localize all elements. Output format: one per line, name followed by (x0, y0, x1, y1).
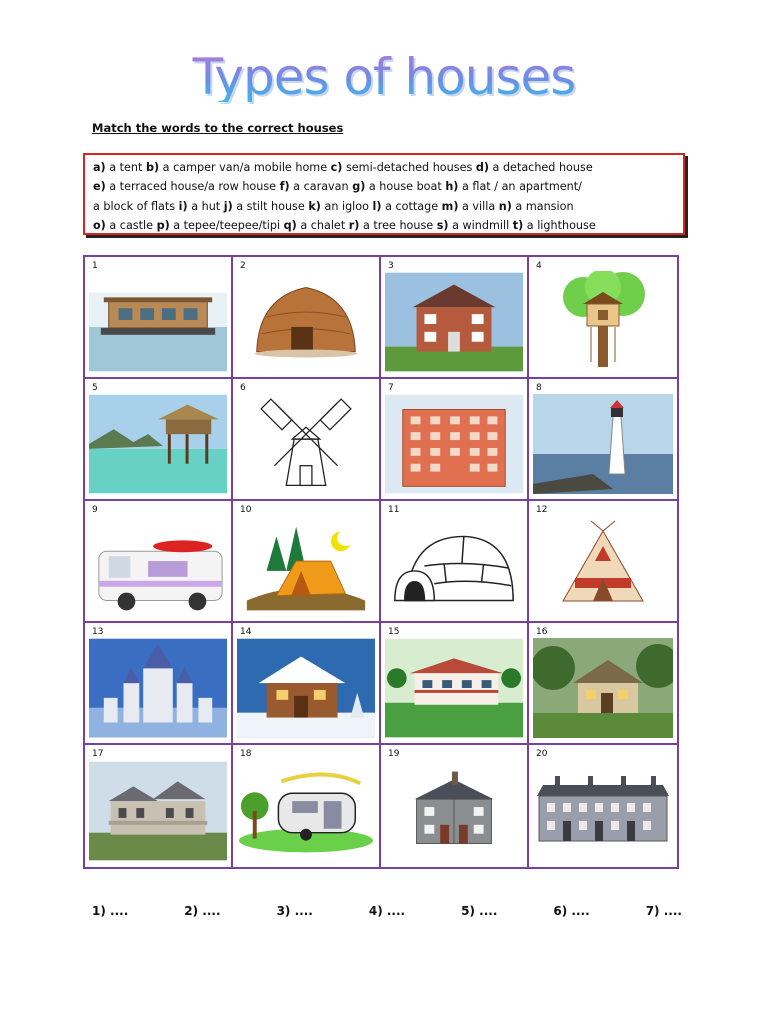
word-letter: b) (145, 161, 160, 174)
word-letter: s) (436, 218, 449, 232)
word-option: a block of flats (93, 199, 176, 213)
picture-number: 16 (536, 627, 548, 637)
picture-cell (529, 379, 677, 501)
villa-icon (385, 637, 523, 739)
tent-icon (237, 515, 375, 617)
word-option: a caravan (293, 180, 349, 194)
picture-number: 9 (92, 505, 98, 515)
picture-cell (381, 745, 529, 867)
picture-number: 12 (536, 505, 548, 515)
windmill-icon (237, 393, 375, 495)
picture-number: 2 (240, 261, 246, 271)
word-option: semi-detached houses (345, 161, 473, 174)
semi-detached-houses-icon (385, 759, 523, 863)
word-option: a mansion (515, 199, 574, 213)
word-letter: m) (441, 199, 459, 213)
word-option: a tent (109, 161, 143, 174)
picture-cell (85, 745, 233, 867)
picture-cell (381, 379, 529, 501)
picture-number: 6 (240, 383, 246, 393)
picture-number: 3 (388, 261, 394, 271)
word-option: a tree house (362, 218, 434, 232)
picture-number: 15 (388, 627, 400, 637)
word-option: a tepee/teepee/tipi (173, 218, 281, 232)
word-option: an igloo (324, 199, 369, 213)
tepee-icon (533, 515, 673, 617)
answer-blank[interactable]: 1) .... (92, 904, 129, 918)
castle-icon (89, 637, 227, 739)
mansion-icon (89, 759, 227, 863)
picture-number: 5 (92, 383, 98, 393)
word-option: a chalet (300, 218, 346, 232)
answer-blank[interactable]: 4) .... (368, 904, 406, 918)
word-box (83, 153, 685, 235)
picture-number: 13 (92, 627, 104, 637)
picture-number: 10 (240, 505, 252, 515)
word-option: a cottage (385, 199, 439, 213)
word-option: a flat / an apartment/ (461, 180, 582, 194)
instructions: Match the words to the correct houses (92, 121, 344, 135)
camper-van-icon (89, 515, 227, 617)
picture-number: 11 (388, 505, 400, 515)
picture-number: 7 (388, 383, 394, 393)
answer-blank[interactable]: 3) .... (276, 904, 313, 918)
word-option: a terraced house/a row house (109, 180, 277, 194)
word-line (93, 158, 675, 177)
answer-blank[interactable]: 7) .... (645, 904, 682, 918)
picture-cell (381, 257, 529, 379)
picture-cell (529, 745, 677, 867)
block-of-flats-icon (385, 393, 523, 495)
word-letter: c) (330, 161, 343, 174)
picture-cell (85, 257, 233, 379)
cottage-icon (533, 637, 673, 739)
picture-cell (233, 379, 381, 501)
word-option: a villa (462, 199, 496, 213)
picture-cell (529, 501, 677, 623)
word-letter: i) (178, 199, 188, 213)
picture-cell (85, 623, 233, 745)
word-letter: f) (279, 180, 290, 194)
answer-blank[interactable]: 2) .... (184, 904, 221, 918)
picture-cell (381, 623, 529, 745)
answer-blank[interactable]: 5) .... (461, 904, 498, 918)
picture-cell (233, 501, 381, 623)
word-option: a detached house (492, 161, 593, 174)
picture-number: 8 (536, 383, 542, 393)
picture-number: 1 (92, 261, 98, 271)
chalet-icon (237, 637, 375, 739)
word-letter: n) (498, 199, 512, 213)
picture-number: 20 (536, 749, 548, 759)
word-letter: d) (475, 161, 489, 174)
word-option: a lighthouse (526, 218, 596, 232)
word-letter: e) (93, 180, 106, 194)
word-option: a windmill (452, 218, 510, 232)
picture-number: 4 (536, 261, 542, 271)
picture-cell (233, 745, 381, 867)
word-option: a castle (109, 218, 153, 232)
stilt-house-icon (89, 393, 227, 495)
tree-house-icon (533, 271, 673, 373)
word-letter: p) (156, 218, 170, 232)
detached-house-icon (385, 271, 523, 373)
word-letter: r) (348, 218, 360, 232)
word-option: a stilt house (236, 199, 305, 213)
word-letter: j) (223, 199, 233, 213)
word-line (93, 177, 675, 196)
terraced-houses-icon (533, 759, 673, 863)
word-line (93, 216, 675, 235)
picture-cell (233, 623, 381, 745)
word-letter: k) (308, 199, 321, 213)
word-letter: a) (93, 161, 106, 174)
picture-number: 19 (388, 749, 400, 759)
word-line (93, 197, 675, 216)
picture-cell (85, 501, 233, 623)
picture-number: 17 (92, 749, 104, 759)
picture-cell (381, 501, 529, 623)
picture-cell (85, 379, 233, 501)
page-title: Types of houses (0, 52, 768, 102)
word-option: a hut (191, 199, 221, 213)
picture-cell (529, 623, 677, 745)
picture-cell (529, 257, 677, 379)
word-letter: g) (352, 180, 366, 194)
picture-cell (233, 257, 381, 379)
igloo-icon (385, 515, 523, 617)
caravan-icon (237, 759, 375, 863)
hut-icon (237, 271, 375, 373)
word-letter: h) (445, 180, 459, 194)
answer-blank[interactable]: 6) .... (553, 904, 590, 918)
lighthouse-icon (533, 393, 673, 495)
word-letter: l) (372, 199, 382, 213)
picture-number: 14 (240, 627, 252, 637)
word-letter: o) (93, 218, 106, 232)
picture-grid (83, 255, 679, 869)
word-option: a house boat (368, 180, 442, 194)
word-option: a camper van/a mobile home (162, 161, 328, 174)
houseboat-icon (89, 271, 227, 373)
picture-number: 18 (240, 749, 252, 759)
word-letter: q) (283, 218, 297, 232)
word-letter: t) (512, 218, 524, 232)
answer-row (92, 904, 682, 918)
